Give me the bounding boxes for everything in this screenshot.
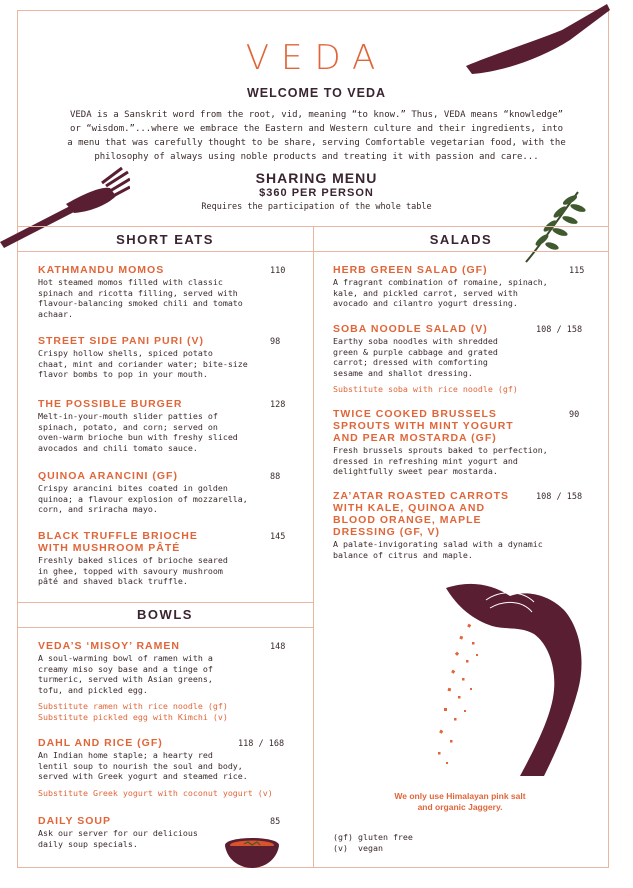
item-description <box>333 336 595 378</box>
section-title-short-eats: SHORT EATS <box>116 232 214 247</box>
description-line: flavor bombs to pop in your mouth. <box>38 369 208 379</box>
item-price: 110 <box>270 266 286 276</box>
description-line: creamy miso soy base and a tinge of <box>38 663 213 674</box>
description-line: chaat, mint and coriander water; bite-size <box>38 358 248 369</box>
description-line: A fragrant combination of romaine, spinach, <box>333 277 548 287</box>
description-line: Ask our server for our delicious <box>38 828 198 838</box>
intro-paragraph <box>50 108 583 164</box>
divider <box>17 602 313 603</box>
item-price: 90 <box>569 410 580 420</box>
description-line: green & purple cabbage and grated <box>333 346 498 357</box>
description-line: quinoa; a flavour explosion of mozzarella, <box>38 493 248 504</box>
intro-line: or “wisdom.”...where we embrace the Eastern and Western culture and their ingredients, into <box>69 124 564 134</box>
menu-item <box>38 530 298 587</box>
substitution-line: Substitute ramen with rice noodle (gf) <box>38 701 228 711</box>
item-substitution <box>38 701 298 722</box>
column-divider <box>313 226 314 868</box>
brand-logo: VEDA <box>245 38 388 78</box>
substitution-line: Substitute soba with rice noodle (gf) <box>333 384 518 394</box>
description-line: oven-warm brioche bun with freshy sliced <box>38 432 238 442</box>
divider <box>17 627 313 628</box>
item-description <box>38 653 298 695</box>
description-line: An Indian home staple; a hearty red <box>38 750 213 760</box>
item-name: ZA’ATAR ROASTED CARROTS <box>333 490 510 502</box>
description-line: achaar. <box>38 308 73 319</box>
section-title-bowls: BOWLS <box>137 607 193 622</box>
menu-item <box>38 398 298 453</box>
item-description <box>333 539 595 560</box>
item-name: DRESSING (GF, V) <box>333 526 441 538</box>
item-description <box>38 750 308 782</box>
menu-item <box>333 264 593 309</box>
intro-line: philosophy of always using noble products and treating it with passion and care... <box>94 152 539 162</box>
item-name: DAHL AND RICE (GF) <box>38 737 163 749</box>
soup-bowl-icon <box>222 836 282 870</box>
item-name: AND PEAR MOSTARDA (GF) <box>333 432 497 444</box>
item-name: SPROUTS WITH MINT YOGURT <box>333 420 514 432</box>
description-line: flavour-balancing smoked chili and tomato <box>38 298 243 308</box>
item-description <box>38 555 298 587</box>
menu-item <box>333 408 595 477</box>
description-line: dressed in refreshing mint yogurt and <box>333 455 518 466</box>
description-line: avocados and chili tomato sauce. <box>38 442 198 453</box>
item-name: SOBA NOODLE SALAD (V) <box>333 323 488 335</box>
sharing-menu-price: $360 PER PERSON <box>259 187 374 199</box>
item-name: KATHMANDU MOMOS <box>38 264 165 276</box>
description-line: Crispy arancini bites coated in golden <box>38 483 228 493</box>
menu-item <box>38 470 298 515</box>
menu-item <box>38 264 298 319</box>
item-name: DAILY SOUP <box>38 815 112 827</box>
item-name: WITH MUSHROOM PÂTÉ <box>38 542 181 554</box>
sharing-menu-note: Requires the participation of the whole table <box>201 202 432 212</box>
legend-gluten-free: (gf) gluten free <box>333 832 413 842</box>
description-line: daily soup specials. <box>38 838 138 849</box>
item-name: QUINOA ARANCINI (GF) <box>38 470 178 482</box>
description-line: A palate-invigorating salad with a dynamic <box>333 539 543 549</box>
item-name: VEDA’S ‘MISOY’ RAMEN <box>38 640 180 652</box>
item-name: TWICE COOKED BRUSSELS <box>333 408 497 420</box>
description-line: corn, and sriracha mayo. <box>38 504 158 514</box>
description-line: sesame and shallot dressing. <box>333 367 473 378</box>
item-description <box>38 277 298 319</box>
footer-note <box>350 791 570 813</box>
description-line: tofu, and pickled egg. <box>38 684 148 695</box>
item-price: 118 / 168 <box>238 739 285 749</box>
description-line: lentil soup to nourish the soul and body, <box>38 760 243 771</box>
menu-item <box>38 640 298 722</box>
menu-item <box>38 335 298 380</box>
description-line: A soul-warming bowl of ramen with a <box>38 653 213 663</box>
description-line: Freshly baked slices of brioche seared <box>38 555 228 565</box>
substitution-line: Substitute pickled egg with Kimchi (v) <box>38 711 228 722</box>
intro-line: a menu that was carefully thought to be share, serving Comfortable vegetarian food, with the <box>67 138 566 148</box>
item-name: STREET SIDE PANI PURI (V) <box>38 335 204 347</box>
intro-line: VEDA is a Sanskrit word from the root, vid, meaning “to know.” Thus, VEDA means “knowledge” <box>69 110 564 120</box>
item-description <box>38 411 298 453</box>
description-line: carrot; dressed with comforting <box>333 357 488 367</box>
item-price: 108 / 158 <box>536 325 583 335</box>
description-line: Earthy soba noodles with shredded <box>333 336 498 346</box>
item-price: 128 <box>270 400 286 410</box>
description-line: pâté and shaved black truffle. <box>38 576 188 586</box>
menu-item <box>333 323 595 395</box>
item-name: BLACK TRUFFLE BRIOCHE <box>38 530 198 542</box>
description-line: Fresh brussels sprouts baked to perfection, <box>333 445 548 455</box>
description-line: Melt-in-your-mouth slider patties of <box>38 411 218 421</box>
description-line: spinach, potato, and corn; served on <box>38 421 218 432</box>
sharing-menu-title: SHARING MENU <box>255 170 378 186</box>
description-line: spinach and ricotta filling, served with <box>38 287 238 298</box>
description-line: avocado and cilantro yogurt dressing. <box>333 298 518 308</box>
description-line: Hot steamed momos filled with classic <box>38 277 223 287</box>
item-name: WITH KALE, QUINOA AND <box>333 502 486 514</box>
item-description <box>333 445 595 477</box>
item-price: 115 <box>569 266 585 276</box>
description-line: kale, and pickled carrot, served with <box>333 287 518 298</box>
description-line: balance of citrus and maple. <box>333 549 473 560</box>
menu-item <box>333 490 595 560</box>
item-substitution <box>38 788 308 799</box>
footer-note-line: We only use Himalayan pink salt <box>394 791 526 801</box>
item-description <box>38 348 298 380</box>
item-price: 98 <box>270 337 281 347</box>
item-price: 148 <box>270 642 286 652</box>
welcome-heading: WELCOME TO VEDA <box>246 86 387 100</box>
menu-item <box>38 737 308 798</box>
substitution-line: Substitute Greek yogurt with coconut yogurt (v) <box>38 787 273 798</box>
dietary-legend <box>333 832 413 853</box>
item-price: 85 <box>270 817 281 827</box>
description-line: turmeric, served with Asian greens, <box>38 674 213 684</box>
footer-note-line: and organic Jaggery. <box>417 802 503 812</box>
item-name: BLOOD ORANGE, MAPLE <box>333 514 482 526</box>
item-name: HERB GREEN SALAD (GF) <box>333 264 488 276</box>
legend-vegan: (v) vegan <box>333 842 383 853</box>
item-name: THE POSSIBLE BURGER <box>38 398 183 410</box>
hand-salt-illustration <box>430 580 600 780</box>
section-title-salads: SALADS <box>429 232 493 247</box>
item-substitution <box>333 384 595 395</box>
description-line: served with Greek yogurt and steamed rice. <box>38 771 248 781</box>
description-line: delightfully sweet pear mostarda. <box>333 466 498 476</box>
item-price: 145 <box>270 532 286 542</box>
item-description <box>38 483 298 515</box>
item-price: 88 <box>270 472 281 482</box>
item-description <box>333 277 593 309</box>
item-price: 108 / 158 <box>536 492 583 502</box>
description-line: in ghee, topped with savoury mushroom <box>38 565 223 576</box>
description-line: Crispy hollow shells, spiced potato <box>38 348 213 358</box>
